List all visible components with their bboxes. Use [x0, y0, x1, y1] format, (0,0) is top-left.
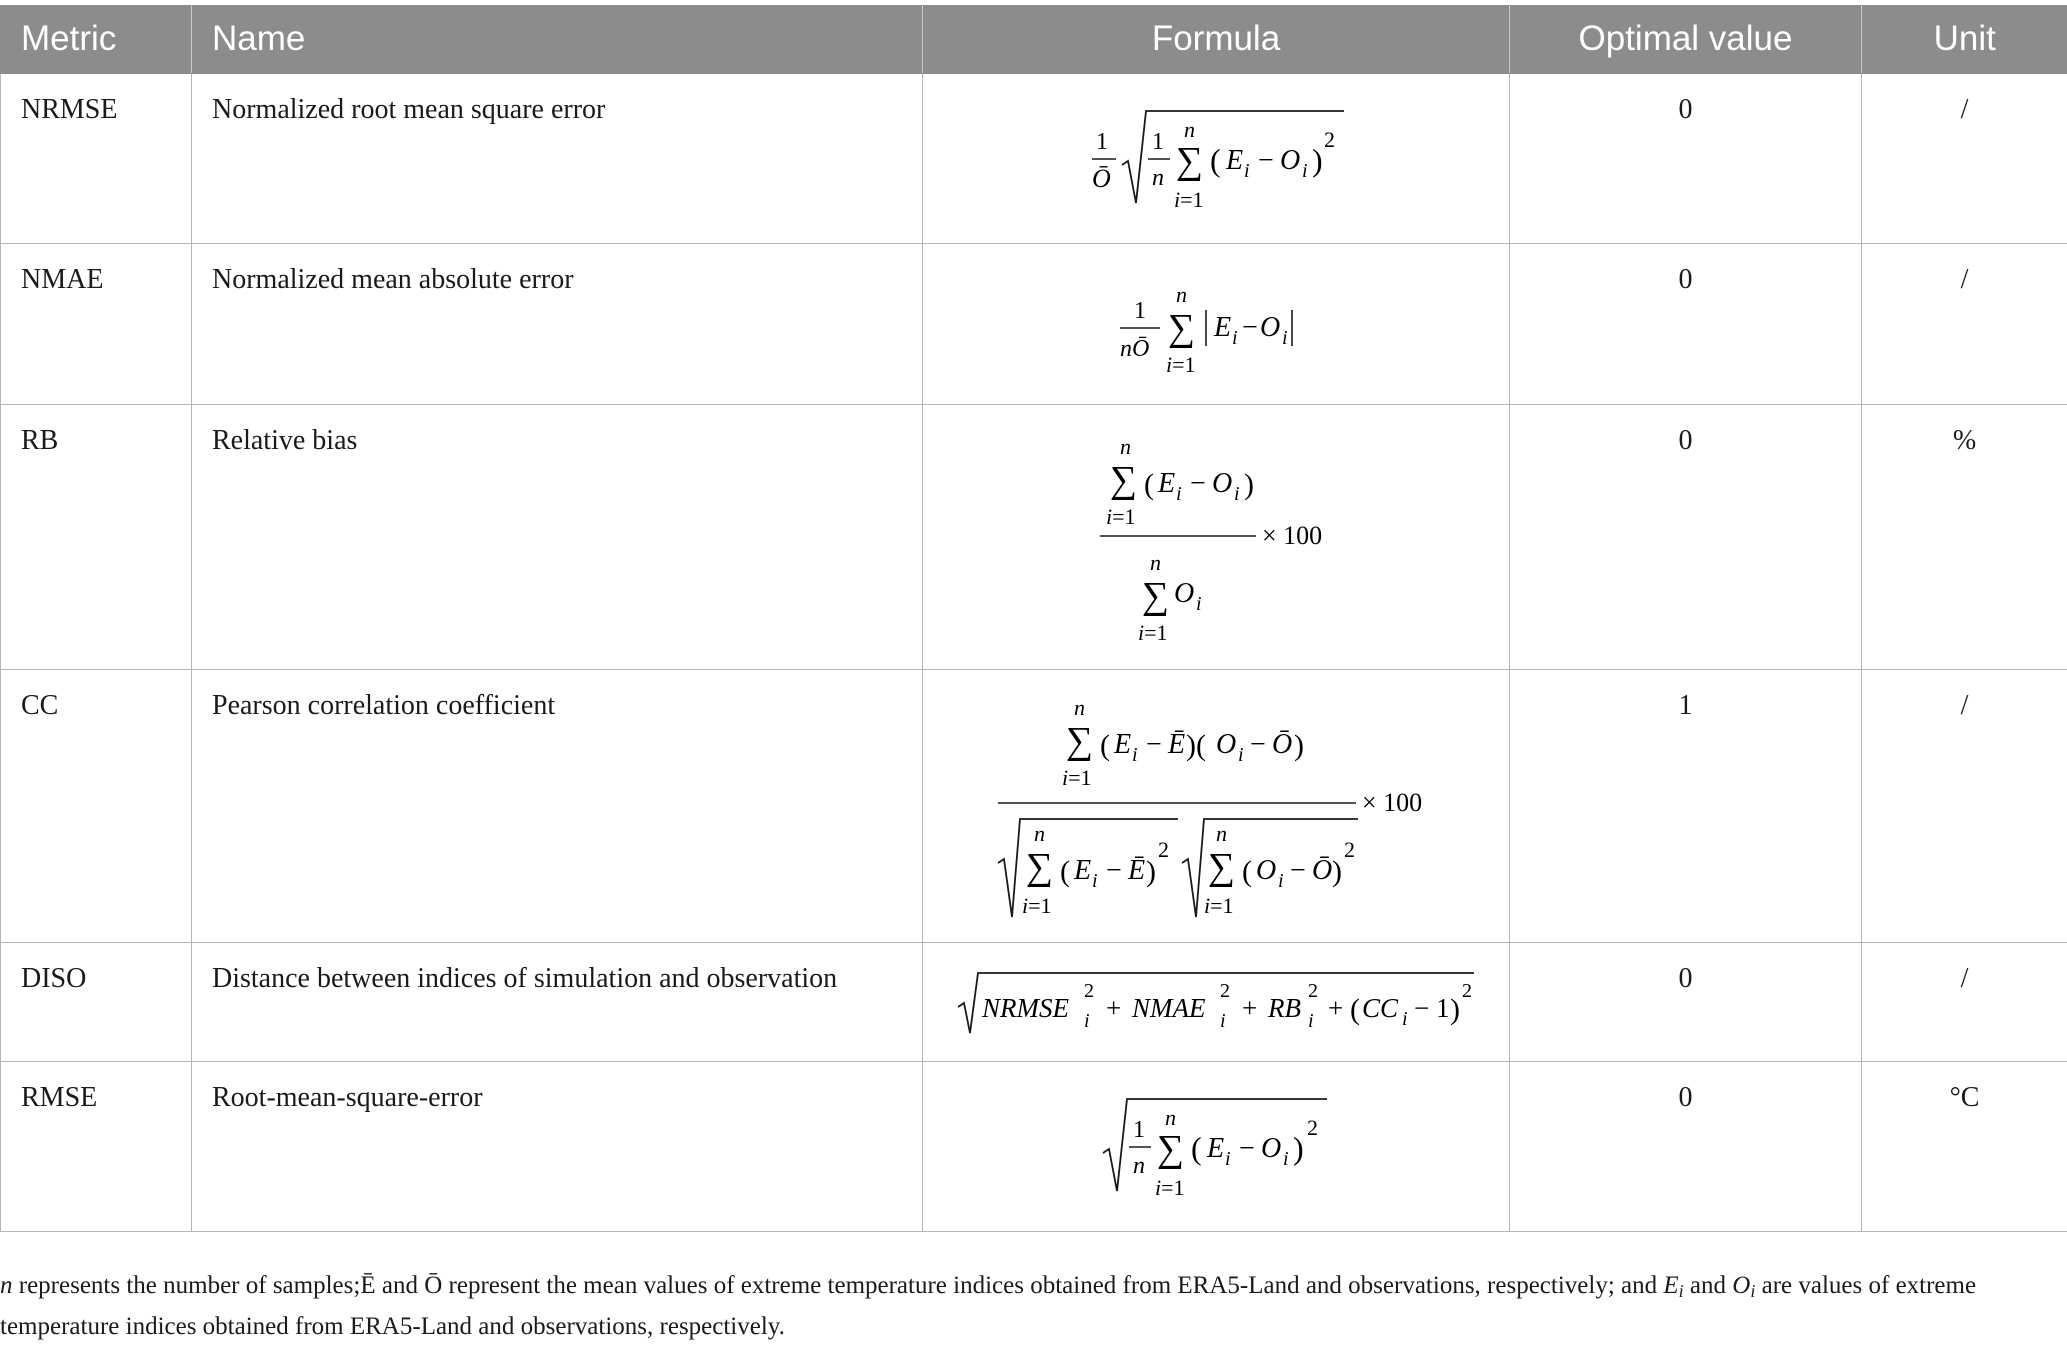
- svg-text:−: −: [1106, 854, 1122, 886]
- svg-text:(: (: [1060, 854, 1070, 888]
- svg-text:1: 1: [1133, 1117, 1145, 1143]
- header-unit: Unit: [1862, 5, 2067, 73]
- svg-text:O: O: [1280, 145, 1301, 176]
- svg-text:i: i: [1132, 743, 1138, 766]
- svg-text:NRMSE: NRMSE: [982, 992, 1069, 1023]
- svg-text:(: (: [1144, 467, 1154, 501]
- svg-text:∑: ∑: [1026, 845, 1054, 888]
- formula-cell: [923, 243, 1510, 404]
- svg-text:): ): [1244, 467, 1254, 501]
- table-row: [1, 942, 2067, 1061]
- table-row: [1, 669, 2067, 942]
- formula-cell: [923, 669, 1510, 942]
- svg-text:): ): [1293, 1130, 1304, 1166]
- formula-cell: [923, 942, 1510, 1061]
- svg-text:Ē: Ē: [1168, 728, 1186, 760]
- note-text-3: represent the mean values of extreme temperature indices obtained from ERA5-Land and observations, respectively; and: [442, 1272, 1664, 1299]
- svg-text:i: i: [1084, 1009, 1090, 1032]
- svg-text:2: 2: [1324, 127, 1335, 152]
- svg-text:2: 2: [1307, 1115, 1318, 1140]
- svg-text:O: O: [1260, 311, 1281, 343]
- formula-cell: [923, 73, 1510, 243]
- svg-text:−: −: [1239, 1133, 1255, 1164]
- svg-text:−: −: [1190, 467, 1206, 499]
- svg-text:i: i: [1232, 326, 1238, 349]
- name-cell: Pearson correlation coefficient: [192, 669, 923, 942]
- svg-text:): ): [1312, 142, 1323, 178]
- metrics-table: [0, 5, 2067, 1232]
- table-row: [1, 1061, 2067, 1231]
- svg-text:× 100: × 100: [1362, 787, 1423, 817]
- svg-text:i: i: [1278, 869, 1284, 892]
- note-obar: Ō: [424, 1272, 443, 1299]
- unit-cell: /: [1862, 942, 2067, 1061]
- metric-cell: CC: [1, 669, 192, 942]
- svg-text:n: n: [1152, 165, 1164, 191]
- note-ebar: Ē: [360, 1272, 376, 1299]
- svg-text:i: i: [1402, 1007, 1408, 1030]
- table-footnote: [0, 1268, 2050, 1345]
- name-cell: Root-mean-square-error: [192, 1061, 923, 1231]
- optimal-value-cell: 0: [1510, 1061, 1862, 1231]
- optimal-value-cell: 0: [1510, 243, 1862, 404]
- svg-text:): ): [1294, 728, 1304, 762]
- svg-text:−: −: [1258, 145, 1274, 176]
- svg-text:E: E: [1214, 311, 1232, 343]
- unit-cell: °C: [1862, 1061, 2067, 1231]
- svg-text:E: E: [1074, 854, 1092, 886]
- svg-text:i=1: i=1: [1174, 187, 1204, 212]
- svg-text:2: 2: [1084, 979, 1094, 1002]
- header-metric: Metric: [1, 5, 192, 73]
- svg-text:∑: ∑: [1066, 719, 1094, 762]
- table-row: [1, 73, 2067, 243]
- svg-text:i: i: [1244, 160, 1250, 182]
- svg-text:O: O: [1256, 854, 1277, 886]
- optimal-value-cell: 1: [1510, 669, 1862, 942]
- unit-cell: %: [1862, 404, 2067, 669]
- metric-cell: NMAE: [1, 243, 192, 404]
- svg-text:E: E: [1158, 467, 1176, 499]
- svg-text:∑: ∑: [1176, 140, 1204, 182]
- svg-text:(: (: [1100, 728, 1110, 762]
- svg-text:i: i: [1196, 592, 1202, 615]
- header-row: [1, 5, 2067, 73]
- svg-text:i: i: [1092, 869, 1098, 892]
- svg-text:Ō: Ō: [1092, 164, 1111, 193]
- note-sub-i: i: [1750, 1281, 1756, 1301]
- svg-text:n: n: [1150, 549, 1161, 575]
- header-formula: Formula: [923, 5, 1510, 73]
- svg-text:2: 2: [1158, 836, 1169, 862]
- optimal-value-cell: 0: [1510, 404, 1862, 669]
- svg-text:∑: ∑: [1208, 845, 1236, 888]
- rb-formula: [1096, 432, 1336, 645]
- svg-text:i=1: i=1: [1155, 1175, 1185, 1200]
- formula-cell: [923, 1061, 1510, 1231]
- svg-text:O: O: [1261, 1133, 1282, 1164]
- svg-text:(: (: [1350, 992, 1360, 1026]
- svg-text:n: n: [1120, 433, 1131, 459]
- svg-text:−: −: [1250, 728, 1266, 760]
- note-e: E: [1663, 1272, 1679, 1299]
- svg-text:+: +: [1242, 992, 1258, 1023]
- metric-cell: RMSE: [1, 1061, 192, 1231]
- svg-text:(: (: [1191, 1130, 1202, 1166]
- svg-text:i=1: i=1: [1106, 503, 1136, 529]
- svg-text:i=1: i=1: [1022, 892, 1052, 918]
- svg-text:n: n: [1165, 1105, 1176, 1130]
- svg-text:∑: ∑: [1110, 458, 1138, 501]
- svg-text:× 100: × 100: [1262, 520, 1323, 550]
- rmse-formula: [1101, 1091, 1331, 1201]
- svg-text:Ē: Ē: [1128, 854, 1146, 886]
- svg-text:(: (: [1242, 854, 1252, 888]
- svg-text:+: +: [1106, 992, 1122, 1023]
- svg-text:−: −: [1146, 728, 1162, 760]
- svg-text:∑: ∑: [1168, 306, 1196, 349]
- svg-text:+: +: [1328, 992, 1344, 1023]
- svg-text:): ): [1332, 854, 1342, 888]
- svg-text:2: 2: [1220, 979, 1230, 1002]
- name-cell: Relative bias: [192, 404, 923, 669]
- unit-cell: /: [1862, 669, 2067, 942]
- svg-text:1: 1: [1096, 129, 1108, 155]
- svg-text:RB: RB: [1268, 992, 1301, 1023]
- svg-text:i=1: i=1: [1204, 892, 1234, 918]
- unit-cell: /: [1862, 243, 2067, 404]
- cc-formula: [996, 691, 1436, 921]
- svg-text:2: 2: [1344, 836, 1355, 862]
- note-sub-i: i: [1678, 1281, 1684, 1301]
- svg-text:1: 1: [1152, 129, 1164, 155]
- optimal-value-cell: 0: [1510, 73, 1862, 243]
- svg-text:n: n: [1034, 820, 1045, 846]
- nmae-formula: [1116, 274, 1316, 377]
- table-row: [1, 404, 2067, 669]
- svg-text:O: O: [1174, 577, 1195, 609]
- svg-text:− 1: − 1: [1414, 992, 1450, 1023]
- svg-text:−: −: [1242, 311, 1258, 343]
- svg-text:): ): [1450, 992, 1460, 1026]
- note-text-4: and: [1683, 1272, 1733, 1299]
- svg-text:i: i: [1302, 160, 1308, 182]
- svg-text:E: E: [1114, 728, 1132, 760]
- svg-text:E: E: [1207, 1133, 1225, 1164]
- svg-text:i: i: [1176, 482, 1182, 505]
- svg-text:n: n: [1176, 281, 1187, 307]
- svg-text:i: i: [1283, 1148, 1289, 1170]
- svg-text:1: 1: [1134, 297, 1146, 324]
- note-o: O: [1732, 1272, 1751, 1299]
- svg-text:Ō: Ō: [1272, 728, 1293, 760]
- svg-text:i=1: i=1: [1138, 619, 1168, 645]
- svg-text:2: 2: [1462, 979, 1472, 1002]
- nrmse-formula: [1086, 103, 1346, 213]
- name-cell: Distance between indices of simulation and observation: [192, 942, 923, 1061]
- svg-text:i: i: [1220, 1009, 1226, 1032]
- svg-text:n: n: [1184, 117, 1195, 142]
- note-text-5: are values of extreme temperature indices obtained from ERA5-Land and observations, respectively.: [0, 1272, 1977, 1340]
- svg-text:i: i: [1308, 1009, 1314, 1032]
- svg-text:)(: )(: [1186, 728, 1206, 762]
- svg-text:i: i: [1238, 743, 1244, 766]
- svg-text:O: O: [1216, 728, 1237, 760]
- svg-text:NMAE: NMAE: [1132, 992, 1206, 1023]
- svg-text:E: E: [1226, 145, 1244, 176]
- svg-text:i: i: [1225, 1148, 1231, 1170]
- diso-formula: [956, 967, 1476, 1037]
- svg-text:i: i: [1282, 326, 1288, 349]
- metric-cell: NRMSE: [1, 73, 192, 243]
- name-cell: Normalized root mean square error: [192, 73, 923, 243]
- table-row: [1, 243, 2067, 404]
- svg-text:n: n: [1074, 694, 1085, 720]
- metric-cell: DISO: [1, 942, 192, 1061]
- optimal-value-cell: 0: [1510, 942, 1862, 1061]
- svg-text:−: −: [1290, 854, 1306, 886]
- unit-cell: /: [1862, 73, 2067, 243]
- note-text-2: and: [375, 1272, 425, 1299]
- svg-text:i=1: i=1: [1166, 351, 1196, 377]
- note-n: n: [0, 1272, 13, 1299]
- svg-text:∑: ∑: [1142, 574, 1170, 617]
- name-cell: Normalized mean absolute error: [192, 243, 923, 404]
- svg-text:(: (: [1210, 142, 1221, 178]
- metric-cell: RB: [1, 404, 192, 669]
- header-optimal-value: Optimal value: [1510, 5, 1862, 73]
- svg-text:O: O: [1212, 467, 1233, 499]
- svg-text:∑: ∑: [1157, 1128, 1185, 1170]
- svg-text:Ō: Ō: [1312, 854, 1333, 886]
- formula-cell: [923, 404, 1510, 669]
- svg-text:CC: CC: [1362, 992, 1399, 1023]
- svg-text:i: i: [1234, 482, 1240, 505]
- svg-text:n: n: [1133, 1153, 1145, 1179]
- note-text-1: represents the number of samples;: [12, 1272, 361, 1299]
- svg-text:i=1: i=1: [1062, 764, 1092, 790]
- svg-text:n: n: [1216, 820, 1227, 846]
- header-name: Name: [192, 5, 923, 73]
- svg-text:2: 2: [1308, 979, 1318, 1002]
- svg-text:): ): [1146, 854, 1156, 888]
- svg-text:nŌ: nŌ: [1120, 335, 1150, 362]
